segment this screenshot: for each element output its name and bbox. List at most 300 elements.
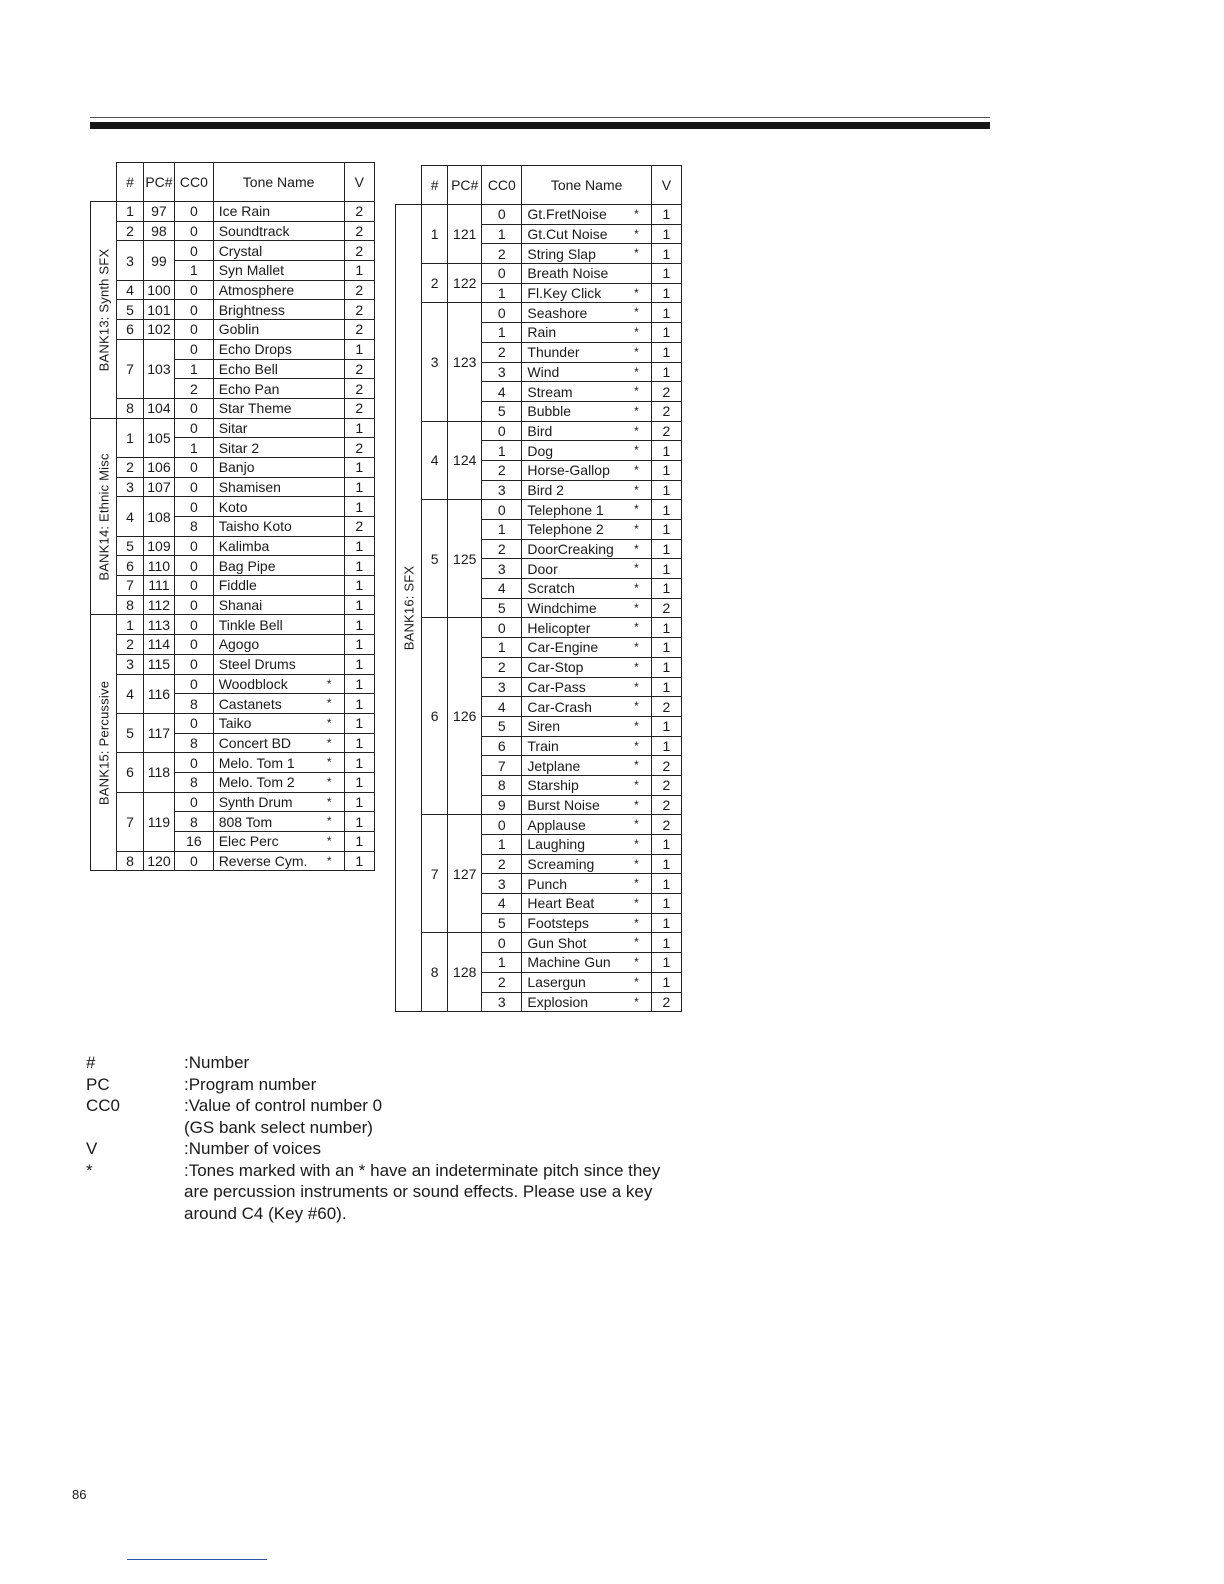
voice-count: 2 xyxy=(344,202,374,222)
tone-number: 3 xyxy=(422,303,448,421)
table-row xyxy=(396,421,682,441)
voice-count: 1 xyxy=(651,539,681,559)
table-row xyxy=(91,635,375,655)
cc0-value: 3 xyxy=(482,362,522,382)
voice-count: 1 xyxy=(651,205,681,225)
voice-count: 1 xyxy=(651,638,681,658)
table-row xyxy=(91,654,375,674)
tone-name-cell xyxy=(522,677,651,697)
voice-count: 2 xyxy=(344,517,374,537)
cc0-value: 0 xyxy=(482,815,522,835)
tone-name-cell xyxy=(213,497,344,517)
voice-count: 1 xyxy=(651,480,681,500)
percussion-marker: * xyxy=(634,384,639,399)
cc0-value: 0 xyxy=(175,654,214,674)
tone-name-cell xyxy=(522,559,651,579)
tone-name: 808 Tom xyxy=(218,813,273,830)
voice-count: 1 xyxy=(344,674,374,694)
tone-name-cell xyxy=(522,244,651,264)
cc0-value: 7 xyxy=(482,756,522,776)
tone-name-cell xyxy=(213,477,344,497)
tone-name: Crystal xyxy=(218,242,263,259)
cc0-value: 1 xyxy=(175,261,214,281)
tone-name: Echo Bell xyxy=(218,360,278,377)
program-number: 97 xyxy=(143,202,174,222)
cc0-value: 9 xyxy=(482,795,522,815)
program-number: 123 xyxy=(448,303,482,421)
cc0-value: 0 xyxy=(175,300,214,320)
percussion-marker: * xyxy=(634,679,639,694)
voice-count: 1 xyxy=(651,342,681,362)
tone-name: Footsteps xyxy=(527,915,589,932)
tone-name: Car-Crash xyxy=(527,698,592,715)
bank-header-spacer xyxy=(91,163,117,202)
cc0-value: 0 xyxy=(175,241,214,261)
table-row xyxy=(91,497,375,517)
cc0-value: 1 xyxy=(482,520,522,540)
percussion-marker: * xyxy=(634,797,639,812)
tone-number: 6 xyxy=(117,320,143,340)
tone-name-cell xyxy=(213,772,344,792)
cc0-value: 1 xyxy=(482,441,522,461)
percussion-marker: * xyxy=(634,285,639,300)
tone-number: 8 xyxy=(117,851,143,871)
voice-count: 2 xyxy=(651,598,681,618)
voice-count: 1 xyxy=(651,913,681,933)
tone-name: Brightness xyxy=(218,301,285,318)
tone-name: Bubble xyxy=(527,403,571,420)
cc0-value: 5 xyxy=(482,401,522,421)
program-number: 105 xyxy=(143,418,174,457)
tone-name-cell xyxy=(522,697,651,717)
voice-count: 1 xyxy=(651,874,681,894)
tone-number: 7 xyxy=(422,815,448,933)
table-row xyxy=(91,202,375,222)
table-row xyxy=(396,500,682,520)
cc0-value: 4 xyxy=(482,579,522,599)
bank-header-spacer xyxy=(396,166,422,205)
voice-count: 1 xyxy=(651,933,681,953)
table-row xyxy=(91,792,375,812)
cc0-value: 4 xyxy=(482,697,522,717)
voice-count: 1 xyxy=(651,716,681,736)
voice-count: 1 xyxy=(344,615,374,635)
percussion-marker: * xyxy=(634,207,639,221)
tone-name: Telephone 2 xyxy=(527,521,604,538)
tone-name-cell xyxy=(522,716,651,736)
tone-name-cell xyxy=(522,874,651,894)
tone-name-cell xyxy=(213,359,344,379)
cc0-value: 0 xyxy=(482,500,522,520)
percussion-marker: * xyxy=(326,853,332,868)
tone-name-cell xyxy=(522,421,651,441)
voice-count: 1 xyxy=(344,556,374,576)
tone-name-cell xyxy=(213,300,344,320)
tone-name: Car-Pass xyxy=(527,678,586,695)
voice-count: 1 xyxy=(344,772,374,792)
voice-count: 2 xyxy=(651,382,681,402)
bank-label: BANK15: Percussive xyxy=(96,680,112,806)
tone-name-cell xyxy=(213,556,344,576)
voice-count: 1 xyxy=(651,244,681,264)
table-row xyxy=(396,933,682,953)
cc0-value: 3 xyxy=(482,677,522,697)
voice-count: 2 xyxy=(344,280,374,300)
cc0-value: 2 xyxy=(482,854,522,874)
tone-name-cell xyxy=(213,615,344,635)
cc0-value: 0 xyxy=(482,205,522,225)
table-row xyxy=(91,536,375,556)
cc0-value: 0 xyxy=(175,457,214,477)
cc0-value: 2 xyxy=(482,244,522,264)
voice-count: 1 xyxy=(651,460,681,480)
program-number: 115 xyxy=(143,654,174,674)
tone-name: Concert BD xyxy=(218,734,292,751)
legend-symbol: CC0 xyxy=(86,1096,121,1115)
tone-name-cell xyxy=(522,283,651,303)
cc0-value: 0 xyxy=(175,339,214,359)
program-number: 103 xyxy=(143,339,174,398)
tone-name-cell xyxy=(213,812,344,832)
voice-count: 1 xyxy=(651,224,681,244)
tone-number: 8 xyxy=(117,398,143,418)
tone-name: Echo Pan xyxy=(218,380,280,397)
percussion-marker: * xyxy=(634,325,639,340)
tone-name-cell xyxy=(522,933,651,953)
cc0-value: 0 xyxy=(175,202,214,222)
voice-count: 1 xyxy=(344,694,374,714)
voice-count: 1 xyxy=(344,635,374,655)
tone-name-cell xyxy=(213,457,344,477)
voice-count: 1 xyxy=(651,618,681,638)
tone-name-cell xyxy=(522,913,651,933)
percussion-marker: * xyxy=(326,715,332,730)
voice-count: 1 xyxy=(651,854,681,874)
program-number: 128 xyxy=(448,933,482,1012)
cc0-value: 16 xyxy=(175,832,214,852)
tone-name: Castanets xyxy=(218,695,282,712)
percussion-marker: * xyxy=(326,755,332,770)
tone-name: Echo Drops xyxy=(218,341,292,358)
tone-name: Melo. Tom 2 xyxy=(218,774,295,791)
legend-continuation: are percussion instruments or sound effects. Please use a key xyxy=(184,1182,653,1201)
tone-name: Helicopter xyxy=(527,619,591,636)
table-row xyxy=(91,457,375,477)
program-number: 114 xyxy=(143,635,174,655)
tone-number: 5 xyxy=(422,500,448,618)
percussion-marker: * xyxy=(634,305,639,320)
percussion-marker: * xyxy=(326,676,332,691)
program-number: 127 xyxy=(448,815,482,933)
cc0-value: 2 xyxy=(482,342,522,362)
cc0-value: 1 xyxy=(482,835,522,855)
voice-count: 1 xyxy=(651,441,681,461)
percussion-marker: * xyxy=(634,876,639,891)
table-row xyxy=(91,398,375,418)
tone-number: 6 xyxy=(117,753,143,792)
tone-number: 7 xyxy=(117,576,143,596)
voice-count: 2 xyxy=(651,815,681,835)
tone-name-cell xyxy=(522,382,651,402)
tone-name: Seashore xyxy=(527,304,588,321)
cc0-value: 0 xyxy=(175,635,214,655)
tone-name: Car-Stop xyxy=(527,659,584,676)
tone-name-cell xyxy=(522,953,651,973)
tone-name: Tinkle Bell xyxy=(218,616,283,633)
table-row xyxy=(91,221,375,241)
percussion-marker: * xyxy=(634,896,639,911)
legend-symbol: * xyxy=(86,1160,93,1180)
tone-name-cell xyxy=(213,398,344,418)
program-number: 104 xyxy=(143,398,174,418)
program-number: 117 xyxy=(143,713,174,752)
cc0-value: 1 xyxy=(482,224,522,244)
voice-count: 1 xyxy=(651,520,681,540)
tone-name: Scratch xyxy=(527,580,575,597)
tone-name: Dog xyxy=(527,442,554,459)
program-number: 124 xyxy=(448,421,482,500)
percussion-marker: * xyxy=(634,718,639,733)
cc0-value: 0 xyxy=(175,477,214,497)
tone-name-cell xyxy=(213,280,344,300)
cc0-value: 0 xyxy=(482,421,522,441)
tone-name: Laughing xyxy=(527,836,586,853)
tone-name-cell xyxy=(213,635,344,655)
legend-item xyxy=(86,1138,724,1160)
cc0-value: 1 xyxy=(482,953,522,973)
voice-count: 2 xyxy=(344,438,374,458)
voice-count: 1 xyxy=(651,500,681,520)
tone-name-cell xyxy=(213,595,344,615)
tone-table-right xyxy=(395,165,682,1012)
tone-name-cell xyxy=(213,851,344,871)
tone-number: 4 xyxy=(117,497,143,536)
tone-name: Heart Beat xyxy=(527,895,595,912)
voice-count: 2 xyxy=(651,401,681,421)
cc0-value: 5 xyxy=(482,598,522,618)
voice-count: 1 xyxy=(344,654,374,674)
tone-name-cell xyxy=(522,579,651,599)
table-row xyxy=(91,300,375,320)
voice-count: 1 xyxy=(344,339,374,359)
bank-label: BANK14: Ethnic Misc xyxy=(96,452,112,581)
legend-item xyxy=(86,1160,724,1182)
tone-name: Taiko xyxy=(218,715,252,732)
tone-name: Jetplane xyxy=(527,757,581,774)
col-header-voices: V xyxy=(344,163,374,202)
tone-name-cell xyxy=(213,576,344,596)
cc0-value: 2 xyxy=(175,379,214,399)
tone-name-cell xyxy=(522,854,651,874)
tone-name-cell xyxy=(522,539,651,559)
voice-count: 1 xyxy=(344,497,374,517)
tone-number: 1 xyxy=(117,615,143,635)
tone-name-cell xyxy=(213,261,344,281)
tone-number: 3 xyxy=(117,241,143,280)
tone-name: Melo. Tom 1 xyxy=(218,754,295,771)
voice-count: 2 xyxy=(344,359,374,379)
program-number: 125 xyxy=(448,500,482,618)
cc0-value: 3 xyxy=(482,480,522,500)
program-number: 111 xyxy=(143,576,174,596)
tone-name: Machine Gun xyxy=(527,954,611,971)
tone-name: DoorCreaking xyxy=(527,541,614,558)
cc0-value: 1 xyxy=(482,638,522,658)
percussion-marker: * xyxy=(634,915,639,930)
voice-count: 1 xyxy=(344,261,374,281)
tone-name: Agogo xyxy=(218,636,260,653)
voice-count: 2 xyxy=(344,398,374,418)
cc0-value: 2 xyxy=(482,460,522,480)
tone-name-cell xyxy=(522,618,651,638)
cc0-value: 0 xyxy=(175,576,214,596)
tone-name-cell xyxy=(522,894,651,914)
header-rule-thin xyxy=(90,117,990,118)
percussion-marker: * xyxy=(634,837,639,851)
program-number: 102 xyxy=(143,320,174,340)
voice-count: 1 xyxy=(344,477,374,497)
cc0-value: 0 xyxy=(175,398,214,418)
program-number: 99 xyxy=(143,241,174,280)
col-header-voices: V xyxy=(651,166,681,205)
voice-count: 1 xyxy=(651,972,681,992)
percussion-marker: * xyxy=(634,403,639,418)
cc0-value: 0 xyxy=(175,753,214,773)
tone-name: Starship xyxy=(527,777,579,794)
voice-count: 1 xyxy=(344,418,374,438)
tone-name-cell xyxy=(522,460,651,480)
legend-continuation: (GS bank select number) xyxy=(184,1117,373,1137)
tone-name-cell xyxy=(522,756,651,776)
cc0-value: 5 xyxy=(482,716,522,736)
voice-count: 2 xyxy=(344,300,374,320)
table-row xyxy=(91,576,375,596)
col-header-pc: PC# xyxy=(143,163,174,202)
col-header-hash: # xyxy=(117,163,143,202)
tone-name: Stream xyxy=(527,383,573,400)
tone-name-cell xyxy=(522,500,651,520)
cc0-value: 8 xyxy=(175,694,214,714)
page-number: 86 xyxy=(72,1487,87,1502)
table-row xyxy=(91,477,375,497)
cc0-value: 8 xyxy=(175,733,214,753)
tone-number: 4 xyxy=(117,674,143,713)
tone-number: 8 xyxy=(422,933,448,1012)
tone-name: Screaming xyxy=(527,856,595,873)
tone-number: 1 xyxy=(422,205,448,264)
program-number: 107 xyxy=(143,477,174,497)
program-number: 112 xyxy=(143,595,174,615)
table-row xyxy=(91,241,375,261)
tone-number: 2 xyxy=(117,635,143,655)
tone-name: Sitar 2 xyxy=(218,439,260,456)
cc0-value: 0 xyxy=(175,536,214,556)
cc0-value: 8 xyxy=(482,775,522,795)
legend xyxy=(86,1052,724,1224)
tone-name-cell xyxy=(522,441,651,461)
voice-count: 2 xyxy=(651,421,681,441)
col-header-cc0: CC0 xyxy=(482,166,522,205)
table-row xyxy=(91,851,375,871)
table-row xyxy=(91,713,375,733)
cc0-value: 3 xyxy=(482,559,522,579)
tone-name-cell xyxy=(522,362,651,382)
percussion-marker: * xyxy=(634,581,639,596)
percussion-marker: * xyxy=(326,814,332,829)
tone-name: Breath Noise xyxy=(527,265,609,282)
tone-name: Syn Mallet xyxy=(218,262,285,279)
tone-name-cell xyxy=(213,694,344,714)
tone-name-cell xyxy=(522,520,651,540)
percussion-marker: * xyxy=(326,735,332,750)
percussion-marker: * xyxy=(634,226,639,241)
tone-name-cell xyxy=(522,342,651,362)
cc0-value: 2 xyxy=(482,539,522,559)
cc0-value: 1 xyxy=(175,438,214,458)
tone-name: Door xyxy=(527,560,558,577)
percussion-marker: * xyxy=(634,935,639,950)
voice-count: 1 xyxy=(651,303,681,323)
tone-name: Koto xyxy=(218,498,248,515)
tone-table-body xyxy=(91,202,375,871)
program-number: 98 xyxy=(143,221,174,241)
tone-name: Wind xyxy=(527,363,560,380)
cc0-value: 0 xyxy=(482,618,522,638)
cc0-value: 3 xyxy=(482,874,522,894)
tone-name-cell xyxy=(213,517,344,537)
bank-cell xyxy=(91,615,117,871)
tone-name: String Slap xyxy=(527,245,596,262)
tone-name: Steel Drums xyxy=(218,656,296,673)
percussion-marker: * xyxy=(634,699,639,714)
tone-number: 3 xyxy=(117,654,143,674)
legend-definition: :Program number xyxy=(184,1074,317,1094)
tone-name-cell xyxy=(213,733,344,753)
cc0-value: 0 xyxy=(482,933,522,953)
table-row xyxy=(91,280,375,300)
tone-name-cell xyxy=(522,598,651,618)
col-header-tone-name: Tone Name xyxy=(522,166,651,205)
percussion-marker: * xyxy=(634,659,639,674)
tone-name: Thunder xyxy=(527,344,580,361)
tone-name-cell xyxy=(213,713,344,733)
program-number: 108 xyxy=(143,497,174,536)
cc0-value: 1 xyxy=(175,359,214,379)
cc0-value: 0 xyxy=(175,792,214,812)
tone-number: 6 xyxy=(117,556,143,576)
tone-name-cell xyxy=(213,438,344,458)
voice-count: 1 xyxy=(344,536,374,556)
cc0-value: 6 xyxy=(482,736,522,756)
program-number: 106 xyxy=(143,457,174,477)
tone-name-cell xyxy=(522,401,651,421)
tone-name-cell xyxy=(522,795,651,815)
tone-name: Elec Perc xyxy=(218,833,279,850)
tone-name: Punch xyxy=(527,875,568,892)
voice-count: 1 xyxy=(651,835,681,855)
tone-name-cell xyxy=(213,241,344,261)
tone-name: Lasergun xyxy=(527,974,586,991)
tone-name: Banjo xyxy=(218,459,255,476)
voice-count: 2 xyxy=(651,697,681,717)
cc0-value: 0 xyxy=(175,556,214,576)
tone-name: Woodblock xyxy=(218,675,288,692)
bank-label: BANK16: SFX xyxy=(401,565,417,651)
program-number: 101 xyxy=(143,300,174,320)
table-header-row xyxy=(396,166,682,205)
program-number: 120 xyxy=(143,851,174,871)
tone-name: Star Theme xyxy=(218,400,292,417)
